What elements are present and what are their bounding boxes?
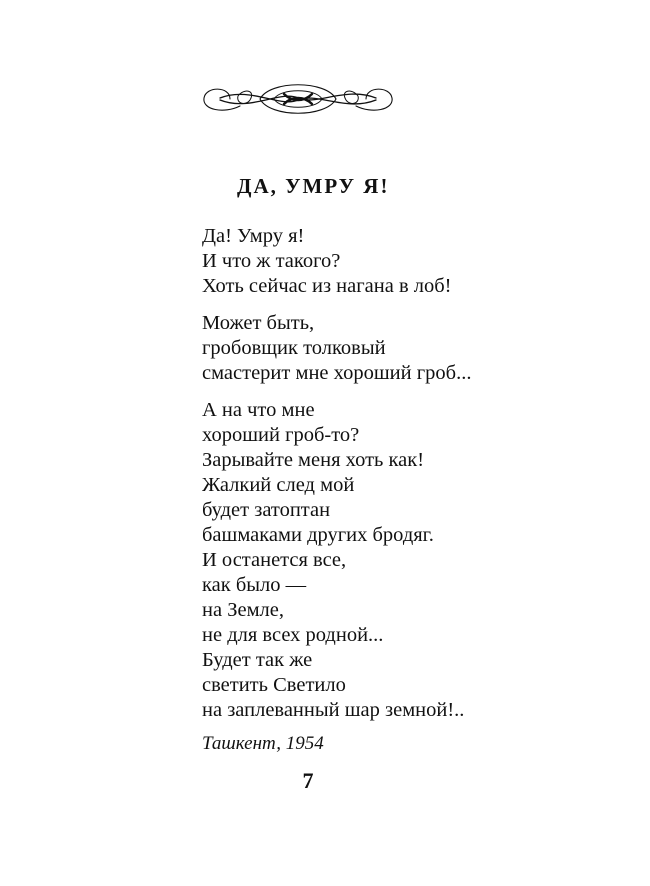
- poem-line: А на что мне: [202, 399, 315, 421]
- poem-line: Зарывайте меня хоть как!: [202, 449, 425, 471]
- stanza: [202, 311, 632, 386]
- page-number: 7: [302, 768, 314, 793]
- stanza: [202, 398, 632, 723]
- poem-line: смастерит мне хороший гроб...: [202, 362, 472, 384]
- poem-line: Будет так же: [202, 649, 313, 671]
- poem-body: [202, 224, 632, 756]
- poem-line: Хоть сейчас из нагана в лоб!: [202, 275, 452, 297]
- poem-line: хороший гроб-то?: [202, 424, 360, 446]
- poem-line: И останется все,: [202, 549, 347, 571]
- poem-line: гробовщик толковый: [202, 337, 386, 359]
- poem-line: Жалкий след мой: [202, 474, 355, 496]
- poem-signature: Ташкент, 1954: [202, 733, 324, 754]
- flourish-ornament-icon: [200, 78, 396, 120]
- stanza: [202, 224, 632, 299]
- poem-line: не для всех родной...: [202, 624, 384, 646]
- poem-line: светить Светило: [202, 674, 346, 696]
- poem-line: Да! Умру я!: [202, 225, 305, 247]
- poem-line: Может быть,: [202, 312, 315, 334]
- poem-line: как было —: [202, 574, 307, 596]
- poem-title: ДА, УМРУ Я!: [237, 174, 390, 198]
- poem-line: будет затоптан: [202, 499, 331, 521]
- poem-line: башмаками других бродяг.: [202, 524, 434, 546]
- poem-line: И что ж такого?: [202, 250, 341, 272]
- poem-line: на заплеванный шар земной!..: [202, 699, 465, 721]
- poem-line: на Земле,: [202, 599, 284, 621]
